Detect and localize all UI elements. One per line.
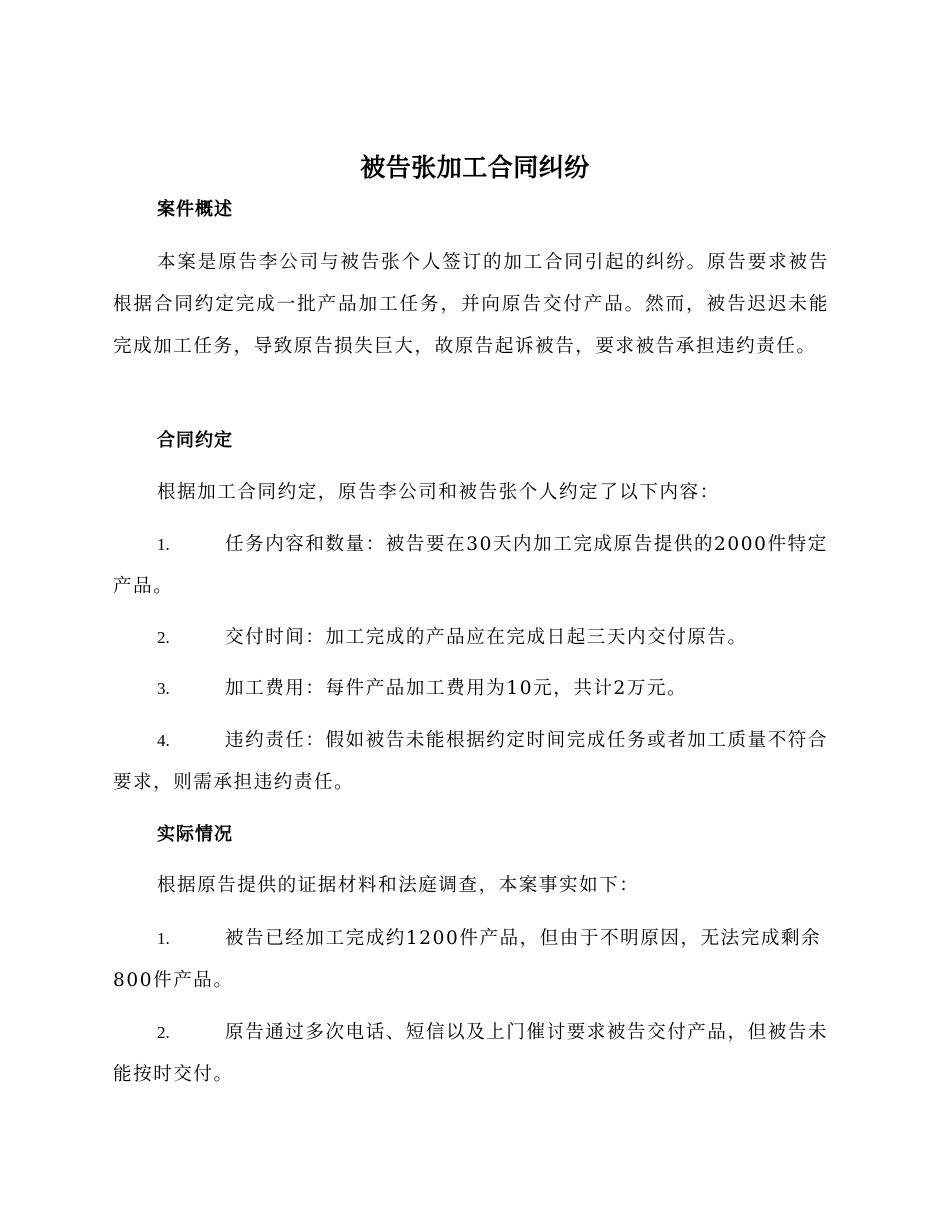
- item-text: 交付时间：加工完成的产品应在完成日起三天内交付原告。: [225, 627, 748, 648]
- item-text: 加工费用：每件产品加工费用为10元，共计2万元。: [225, 678, 688, 699]
- item-number: 3.: [157, 679, 170, 698]
- contract-intro: 根据加工合同约定，原告李公司和被告张个人约定了以下内容：: [157, 482, 720, 503]
- item-number: 2.: [157, 1023, 170, 1042]
- item-number: 1.: [157, 535, 170, 554]
- item-text: 违约责任：假如被告未能根据约定时间完成任务或者加工质量不符合要求，则需承担违约责任。: [113, 730, 829, 793]
- document-title: 被告张加工合同纠纷: [360, 153, 590, 182]
- item-text: 原告通过多次电话、短信以及上门催讨要求被告交付产品，但被告未能按时交付。: [113, 1022, 829, 1085]
- item-text: 任务内容和数量：被告要在30天内加工完成原告提供的2000件特定产品。: [113, 534, 828, 597]
- facts-item: [113, 918, 829, 1002]
- overview-paragraph: 本案是原告李公司与被告张个人签订的加工合同引起的纠纷。原告要求被告根据合同约定完成一批产品加工任务，并向原告交付产品。然而，被告迟迟未能完成加工任务，导致原告损失巨大，故原告起诉被告，要求被告承担违约责任。: [113, 252, 829, 357]
- contract-item: [113, 668, 829, 710]
- facts-item: [113, 1012, 829, 1096]
- item-number: 1.: [157, 929, 170, 948]
- section-heading-facts: 实际情况: [157, 824, 233, 845]
- contract-item: [113, 720, 829, 804]
- item-text: 被告已经加工完成约1200件产品，但由于不明原因，无法完成剩余800件产品。: [113, 928, 822, 991]
- section-heading-overview: 案件概述: [157, 199, 233, 220]
- contract-item: [113, 617, 829, 659]
- item-number: 4.: [157, 731, 170, 750]
- facts-intro: 根据原告提供的证据材料和法庭调查，本案事实如下：: [157, 875, 640, 896]
- section-heading-contract: 合同约定: [157, 430, 233, 451]
- item-number: 2.: [157, 628, 170, 647]
- contract-item: [113, 524, 829, 608]
